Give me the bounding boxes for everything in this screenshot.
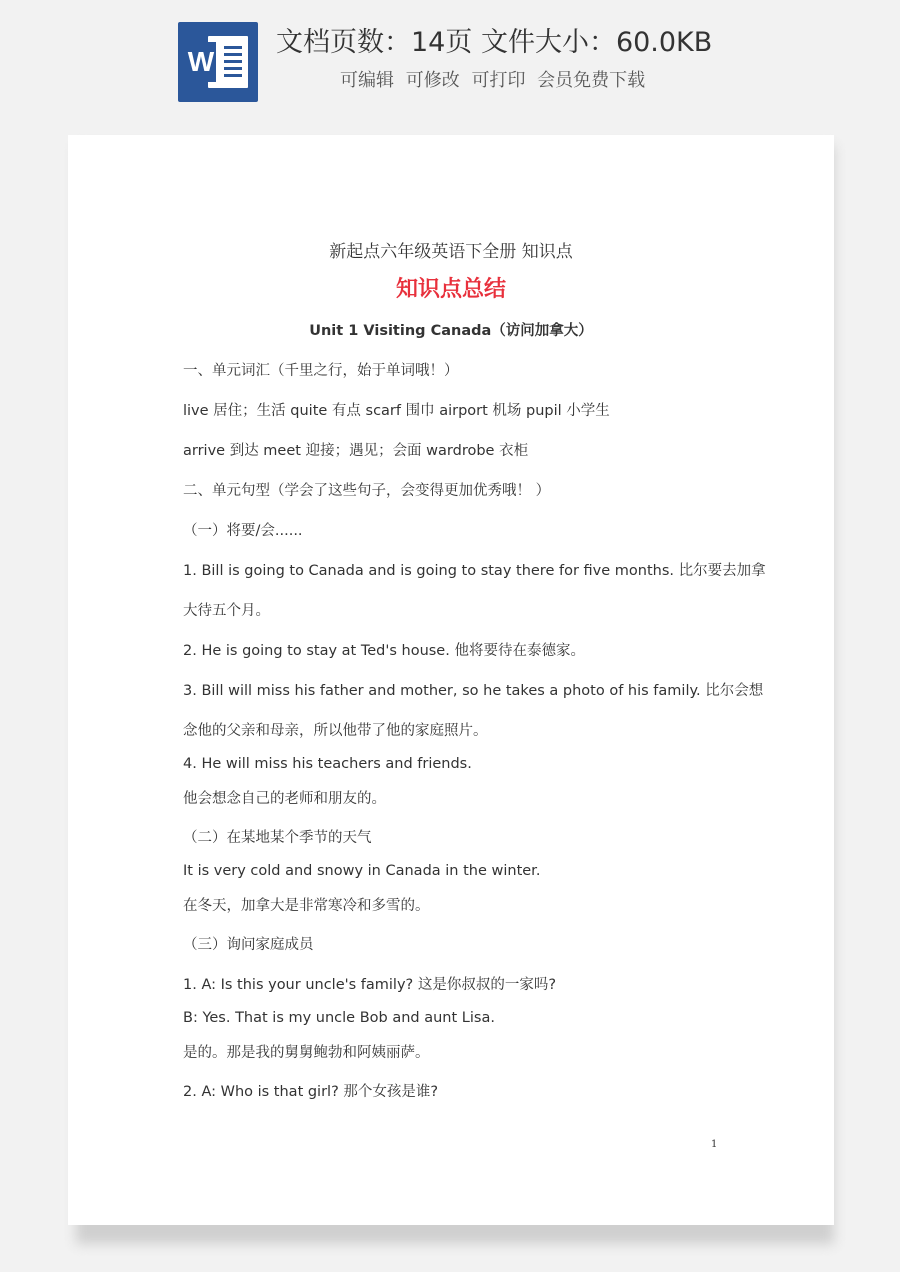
sentence-line: 大待五个月。 — [183, 603, 270, 619]
page-number: 1 — [711, 1139, 718, 1150]
subsection-heading: （三）询问家庭成员 — [183, 937, 314, 953]
file-features-subtitle: 可编辑 可修改 可打印 会员免费下载 — [340, 70, 646, 91]
vocabulary-line: arrive 到达 meet 迎接；遇见；会面 wardrobe 衣柜 — [183, 443, 529, 459]
sentence-line: 1. Bill is going to Canada and is going to stay there for five months. 比尔要去加拿 — [183, 563, 766, 579]
unit-title: Unit 1 Visiting Canada（访问加拿大） — [309, 323, 593, 339]
sentence-line: It is very cold and snowy in Canada in the winter. — [183, 863, 541, 879]
document-subtitle: 新起点六年级英语下全册 知识点 — [329, 242, 573, 262]
sentence-line: B: Yes. That is my uncle Bob and aunt Lisa. — [183, 1010, 495, 1026]
document-page — [68, 135, 834, 1225]
section-heading-vocabulary: 一、单元词汇（千里之行，始于单词哦！） — [183, 363, 459, 379]
file-info-title: 文档页数：14页 文件大小：60.0KB — [276, 27, 713, 58]
sentence-line: 他会想念自己的老师和朋友的。 — [183, 791, 386, 807]
sentence-line: 在冬天，加拿大是非常寒冷和多雪的。 — [183, 898, 430, 914]
sentence-line: 2. A: Who is that girl? 那个女孩是谁? — [183, 1084, 439, 1100]
document-title: 知识点总结 — [395, 277, 506, 302]
section-heading-sentences: 二、单元句型（学会了这些句子，会变得更加优秀哦！ ） — [183, 483, 551, 499]
sentence-line: 3. Bill will miss his father and mother, so he takes a photo of his family. 比尔会想 — [183, 683, 764, 699]
sentence-line: 2. He is going to stay at Ted's house. 他将要待在泰德家。 — [183, 643, 585, 659]
download-header — [0, 0, 900, 120]
subsection-heading: （二）在某地某个季节的天气 — [183, 830, 372, 846]
sentence-line: 是的。那是我的舅舅鲍勃和阿姨丽萨。 — [183, 1045, 430, 1061]
sentence-line: 1. A: Is this your uncle's family? 这是你叔叔的一家吗? — [183, 977, 557, 993]
sentence-line: 4. He will miss his teachers and friends. — [183, 756, 472, 772]
sentence-line: 念他的父亲和母亲，所以他带了他的家庭照片。 — [183, 723, 488, 739]
subsection-heading: （一）将要/会...... — [183, 523, 303, 539]
word-letter: W — [186, 42, 216, 82]
word-document-icon — [178, 22, 258, 102]
vocabulary-line: live 居住；生活 quite 有点 scarf 围巾 airport 机场 pupil 小学生 — [183, 403, 610, 419]
